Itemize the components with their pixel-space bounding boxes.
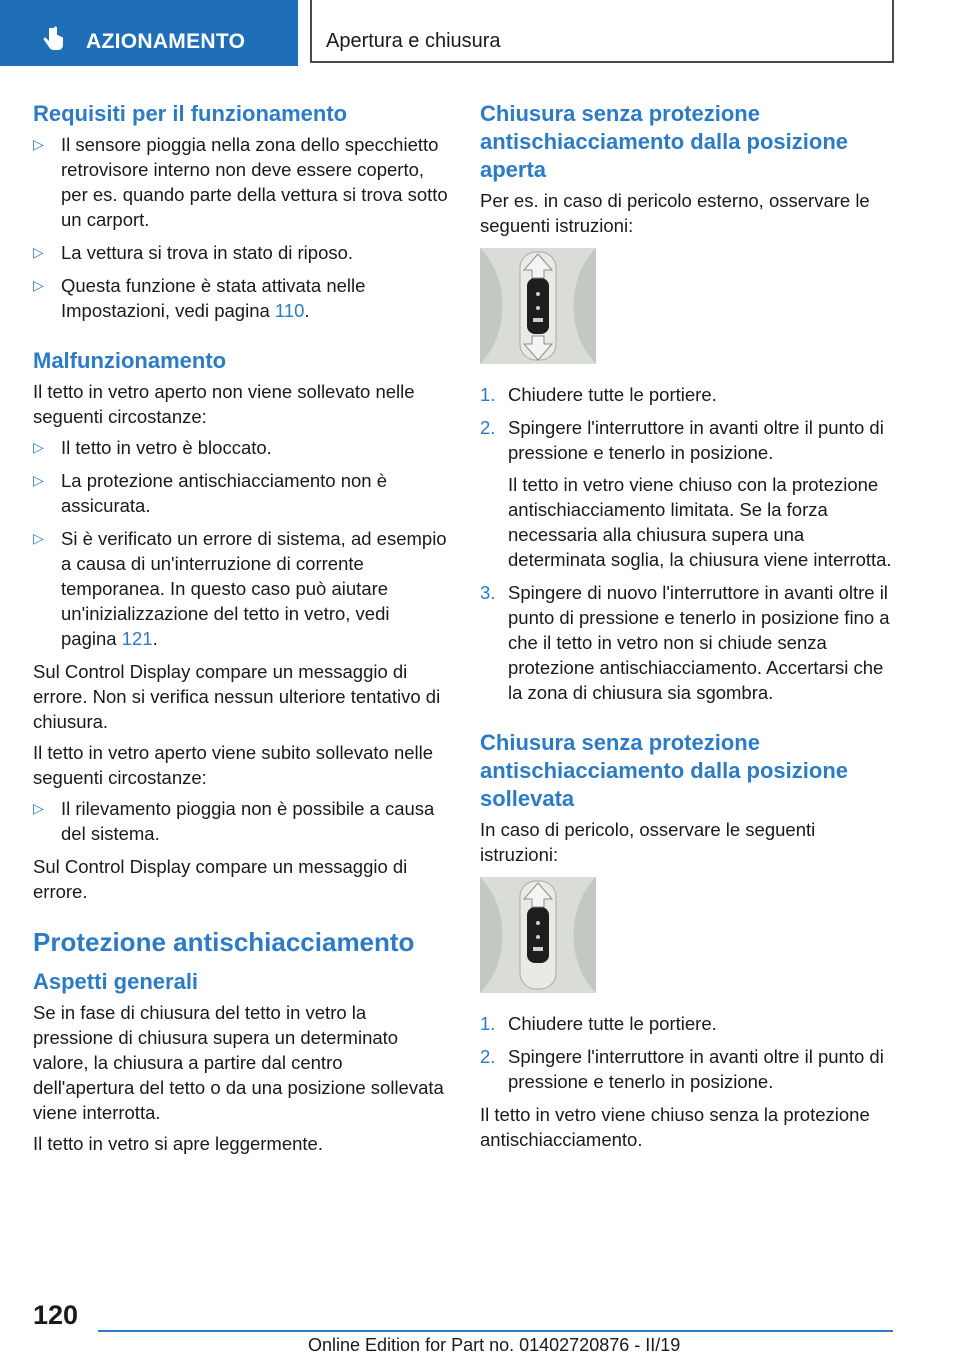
chapter-title: Apertura e chiusura (326, 30, 501, 52)
list-item: ▷ Il rilevamento pioggia non è possibile a causa del sistema. (33, 798, 435, 844)
protezione-heading: Protezione antischiacciamento (33, 927, 415, 957)
page-number: 120 (33, 1300, 79, 1330)
list-item: ▷ La vettura si trova in stato di riposo. (33, 242, 354, 263)
roof-switch-image (480, 877, 596, 993)
list-item: ▷ La protezione antischiacciamento non è assicurata. (33, 470, 388, 516)
aperta-heading: Chiusura senza protezione antischiacciamento dalla posizione aperta (480, 101, 848, 182)
malf-paragraph-2: Il tetto in vetro aperto viene subito sollevato nelle seguenti circostanze: (33, 742, 434, 788)
aspetti-paragraph-1: Se in fase di chiusura del tetto in vetro la pressione di chiusura supera un determinato valore, la chiusura a partire dal centro dell'apertura del tetto o da una posizione sollevata viene interrotta. (33, 1002, 444, 1123)
malf-paragraph-1: Sul Control Display compare un messaggio di errore. Non si verifica nessun ulteriore tentativo di chiusura. (33, 661, 441, 732)
aperta-intro: Per es. in caso di pericolo esterno, osservare le seguenti istruzioni: (480, 190, 870, 236)
sollevata-outro: Il tetto in vetro viene chiuso senza la protezione antischiacciamento. (480, 1104, 870, 1150)
list-item: 2. Spingere l'interruttore in avanti oltre il punto di pressione e tenerlo in posizione. Il tetto in vetro viene chiuso con la protezione antischiacciamento limitata. Se la forza necessaria alla chiusura supera una determinata soglia, la chiusura viene interrotta. (480, 417, 892, 570)
right-column (480, 100, 895, 1158)
footer-divider (98, 1330, 893, 1332)
section-tab (0, 0, 298, 66)
hand-pointer-icon (40, 26, 66, 52)
list-item: 2. Spingere l'interruttore in avanti oltre il punto di pressione e tenerlo in posizione. (480, 1046, 884, 1092)
list-item: ▷ Questa funzione è stata attivata nelle Impostazioni, vedi pagina 110. (33, 275, 366, 321)
page-link-110[interactable]: 110 (274, 300, 305, 321)
triangle-bullet-icon: ▷ (33, 439, 44, 455)
triangle-bullet-icon: ▷ (33, 136, 44, 152)
chapter-header (310, 0, 894, 63)
malfunzionamento-heading: Malfunzionamento (33, 348, 227, 373)
malf-list (33, 435, 448, 651)
section-label: AZIONAMENTO (86, 30, 246, 53)
list-item: 3. Spingere di nuovo l'interruttore in avanti oltre il punto di pressione e tenerlo in posizione fino a che il tetto in vetro non si chiude senza protezione antischiacciamento. Accertarsi che la zona di chiusura sia sgombra. (480, 582, 890, 703)
requisiti-heading: Requisiti per il funzionamento (33, 101, 348, 126)
sollevata-intro: In caso di pericolo, osservare le seguenti istruzioni: (480, 819, 816, 865)
triangle-bullet-icon: ▷ (33, 530, 44, 546)
roof-switch-image (480, 248, 596, 364)
left-column (33, 100, 448, 1162)
list-item: ▷ Il tetto in vetro è bloccato. (33, 437, 272, 458)
sollevata-heading: Chiusura senza protezione antischiacciamento dalla posizione sollevata (480, 730, 848, 811)
triangle-bullet-icon: ▷ (33, 800, 44, 816)
aspetti-heading: Aspetti generali (33, 969, 199, 994)
malf-list-2 (33, 796, 448, 846)
triangle-bullet-icon: ▷ (33, 472, 44, 488)
sollevata-steps (480, 1011, 895, 1094)
malf-paragraph-3: Sul Control Display compare un messaggio di errore. (33, 856, 408, 902)
malf-intro: Il tetto in vetro aperto non viene sollevato nelle seguenti circostanze: (33, 381, 415, 427)
triangle-bullet-icon: ▷ (33, 244, 44, 260)
aperta-steps (480, 382, 895, 705)
list-item: 1. Chiudere tutte le portiere. (480, 1013, 717, 1034)
requisiti-list (33, 132, 448, 323)
list-item: ▷ Il sensore pioggia nella zona dello specchietto retrovisore interno non deve essere coperto, per es. quando parte della vettura si trova sotto un carport. (33, 134, 448, 230)
triangle-bullet-icon: ▷ (33, 277, 44, 293)
aspetti-paragraph-2: Il tetto in vetro si apre leggermente. (33, 1133, 323, 1154)
edition-text: Online Edition for Part no. 01402720876 - II/19 (308, 1335, 681, 1355)
page-link-121[interactable]: 121 (121, 628, 153, 649)
list-item: 1. Chiudere tutte le portiere. (480, 384, 717, 405)
list-item: ▷ Si è verificato un errore di sistema, ad esempio a causa di un'interruzione di corrente temporanea. In questo caso può aiutare un'inizializzazione del tetto in vetro, vedi pagina 121. (33, 528, 447, 649)
